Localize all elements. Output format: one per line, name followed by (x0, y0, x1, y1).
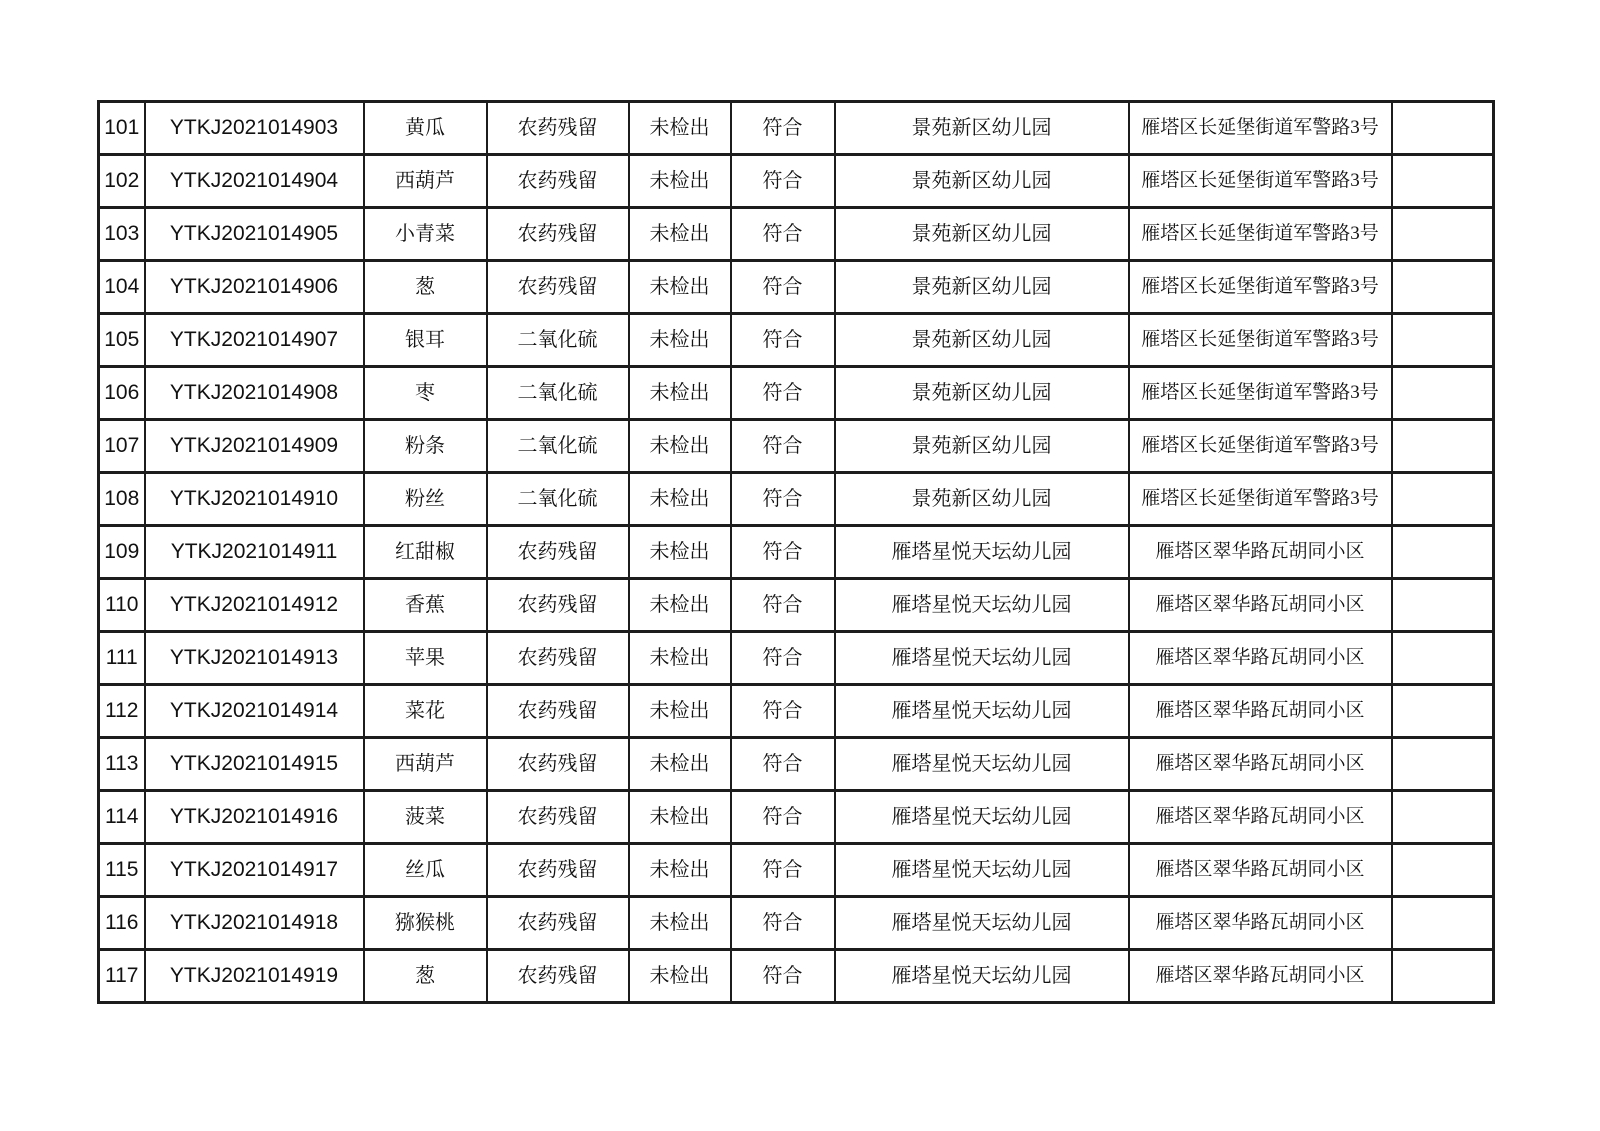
conclusion-cell: 符合 (731, 155, 835, 208)
row-number-cell: 105 (99, 314, 145, 367)
conclusion-cell: 符合 (731, 314, 835, 367)
test-item-cell: 农药残留 (487, 791, 629, 844)
sample-name-cell: 粉丝 (364, 473, 487, 526)
address-text: 雁塔区翠华路瓦胡同小区 (1155, 540, 1365, 562)
table-row (99, 420, 1494, 473)
sample-id-cell: YTKJ2021014910 (145, 473, 364, 526)
conclusion-cell: 符合 (731, 261, 835, 314)
address-cell (1129, 526, 1392, 579)
address-cell (1129, 367, 1392, 420)
remark-cell (1392, 685, 1494, 738)
sample-name-cell: 葱 (364, 261, 487, 314)
remark-cell (1392, 314, 1494, 367)
address-cell (1129, 685, 1392, 738)
sample-id-cell: YTKJ2021014913 (145, 632, 364, 685)
conclusion-cell: 符合 (731, 950, 835, 1003)
sample-name-cell: 小青菜 (364, 208, 487, 261)
inspection-results-table (97, 100, 1495, 1004)
sample-name-cell: 苹果 (364, 632, 487, 685)
address-cell (1129, 102, 1392, 155)
remark-cell (1392, 950, 1494, 1003)
conclusion-cell: 符合 (731, 844, 835, 897)
sample-name-cell: 猕猴桃 (364, 897, 487, 950)
test-result-cell: 未检出 (629, 897, 731, 950)
address-cell (1129, 632, 1392, 685)
sample-name-cell: 粉条 (364, 420, 487, 473)
row-number-cell: 113 (99, 738, 145, 791)
test-result-cell: 未检出 (629, 738, 731, 791)
address-cell (1129, 314, 1392, 367)
row-number-cell: 114 (99, 791, 145, 844)
remark-cell (1392, 791, 1494, 844)
address-text: 雁塔区翠华路瓦胡同小区 (1155, 646, 1365, 668)
remark-cell (1392, 897, 1494, 950)
table-row (99, 844, 1494, 897)
row-number-cell: 103 (99, 208, 145, 261)
sample-id-cell: YTKJ2021014916 (145, 791, 364, 844)
address-text: 雁塔区长延堡街道军警路3号 (1141, 328, 1379, 350)
remark-cell (1392, 632, 1494, 685)
organization-cell: 景苑新区幼儿园 (835, 420, 1129, 473)
conclusion-cell: 符合 (731, 632, 835, 685)
table-row (99, 314, 1494, 367)
organization-cell: 雁塔星悦天坛幼儿园 (835, 897, 1129, 950)
row-number-cell: 116 (99, 897, 145, 950)
row-number-cell: 117 (99, 950, 145, 1003)
address-cell (1129, 791, 1392, 844)
test-result-cell: 未检出 (629, 420, 731, 473)
sample-id-cell: YTKJ2021014907 (145, 314, 364, 367)
organization-cell: 雁塔星悦天坛幼儿园 (835, 685, 1129, 738)
test-item-cell: 农药残留 (487, 738, 629, 791)
test-result-cell: 未检出 (629, 208, 731, 261)
sample-id-cell: YTKJ2021014911 (145, 526, 364, 579)
row-number-cell: 108 (99, 473, 145, 526)
organization-cell: 景苑新区幼儿园 (835, 367, 1129, 420)
test-result-cell: 未检出 (629, 685, 731, 738)
conclusion-cell: 符合 (731, 473, 835, 526)
address-text: 雁塔区长延堡街道军警路3号 (1141, 116, 1379, 138)
remark-cell (1392, 367, 1494, 420)
test-item-cell: 二氧化硫 (487, 314, 629, 367)
organization-cell: 雁塔星悦天坛幼儿园 (835, 738, 1129, 791)
sample-name-cell: 香蕉 (364, 579, 487, 632)
sample-id-cell: YTKJ2021014912 (145, 579, 364, 632)
sample-name-cell: 菜花 (364, 685, 487, 738)
sample-name-cell: 葱 (364, 950, 487, 1003)
sample-name-cell: 丝瓜 (364, 844, 487, 897)
remark-cell (1392, 208, 1494, 261)
test-item-cell: 二氧化硫 (487, 473, 629, 526)
sample-id-cell: YTKJ2021014917 (145, 844, 364, 897)
test-item-cell: 二氧化硫 (487, 420, 629, 473)
conclusion-cell: 符合 (731, 367, 835, 420)
row-number-cell: 110 (99, 579, 145, 632)
inspection-table-wrap (97, 100, 1495, 1004)
conclusion-cell: 符合 (731, 738, 835, 791)
test-result-cell: 未检出 (629, 102, 731, 155)
organization-cell: 雁塔星悦天坛幼儿园 (835, 579, 1129, 632)
test-result-cell: 未检出 (629, 314, 731, 367)
row-number-cell: 102 (99, 155, 145, 208)
sample-id-cell: YTKJ2021014919 (145, 950, 364, 1003)
organization-cell: 雁塔星悦天坛幼儿园 (835, 632, 1129, 685)
sample-name-cell: 枣 (364, 367, 487, 420)
row-number-cell: 112 (99, 685, 145, 738)
table-body (99, 102, 1494, 1003)
organization-cell: 雁塔星悦天坛幼儿园 (835, 844, 1129, 897)
test-item-cell: 农药残留 (487, 261, 629, 314)
conclusion-cell: 符合 (731, 420, 835, 473)
address-text: 雁塔区翠华路瓦胡同小区 (1155, 752, 1365, 774)
test-result-cell: 未检出 (629, 367, 731, 420)
test-result-cell: 未检出 (629, 791, 731, 844)
address-text: 雁塔区长延堡街道军警路3号 (1141, 381, 1379, 403)
test-item-cell: 农药残留 (487, 102, 629, 155)
address-cell (1129, 261, 1392, 314)
table-row (99, 897, 1494, 950)
row-number-cell: 106 (99, 367, 145, 420)
conclusion-cell: 符合 (731, 579, 835, 632)
sample-name-cell: 银耳 (364, 314, 487, 367)
address-cell (1129, 738, 1392, 791)
address-text: 雁塔区长延堡街道军警路3号 (1141, 434, 1379, 456)
conclusion-cell: 符合 (731, 208, 835, 261)
address-text: 雁塔区长延堡街道军警路3号 (1141, 487, 1379, 509)
address-text: 雁塔区长延堡街道军警路3号 (1141, 275, 1379, 297)
table-row (99, 155, 1494, 208)
conclusion-cell: 符合 (731, 526, 835, 579)
test-result-cell: 未检出 (629, 632, 731, 685)
remark-cell (1392, 102, 1494, 155)
table-row (99, 632, 1494, 685)
table-row (99, 367, 1494, 420)
test-item-cell: 农药残留 (487, 844, 629, 897)
address-text: 雁塔区长延堡街道军警路3号 (1141, 169, 1379, 191)
sample-name-cell: 红甜椒 (364, 526, 487, 579)
organization-cell: 景苑新区幼儿园 (835, 208, 1129, 261)
sample-id-cell: YTKJ2021014906 (145, 261, 364, 314)
organization-cell: 景苑新区幼儿园 (835, 473, 1129, 526)
test-item-cell: 农药残留 (487, 526, 629, 579)
sample-id-cell: YTKJ2021014904 (145, 155, 364, 208)
sample-name-cell: 西葫芦 (364, 155, 487, 208)
organization-cell: 景苑新区幼儿园 (835, 155, 1129, 208)
remark-cell (1392, 473, 1494, 526)
organization-cell: 雁塔星悦天坛幼儿园 (835, 950, 1129, 1003)
table-row (99, 950, 1494, 1003)
test-result-cell: 未检出 (629, 579, 731, 632)
address-text: 雁塔区长延堡街道军警路3号 (1141, 222, 1379, 244)
sample-id-cell: YTKJ2021014915 (145, 738, 364, 791)
row-number-cell: 115 (99, 844, 145, 897)
organization-cell: 雁塔星悦天坛幼儿园 (835, 526, 1129, 579)
remark-cell (1392, 261, 1494, 314)
table-row (99, 526, 1494, 579)
conclusion-cell: 符合 (731, 897, 835, 950)
conclusion-cell: 符合 (731, 791, 835, 844)
address-text: 雁塔区翠华路瓦胡同小区 (1155, 805, 1365, 827)
test-result-cell: 未检出 (629, 950, 731, 1003)
sample-id-cell: YTKJ2021014908 (145, 367, 364, 420)
table-row (99, 579, 1494, 632)
test-item-cell: 农药残留 (487, 632, 629, 685)
test-result-cell: 未检出 (629, 526, 731, 579)
row-number-cell: 107 (99, 420, 145, 473)
remark-cell (1392, 420, 1494, 473)
table-row (99, 208, 1494, 261)
remark-cell (1392, 738, 1494, 791)
test-item-cell: 农药残留 (487, 897, 629, 950)
test-item-cell: 农药残留 (487, 155, 629, 208)
row-number-cell: 104 (99, 261, 145, 314)
address-cell (1129, 897, 1392, 950)
organization-cell: 景苑新区幼儿园 (835, 314, 1129, 367)
address-cell (1129, 420, 1392, 473)
sample-id-cell: YTKJ2021014914 (145, 685, 364, 738)
address-text: 雁塔区翠华路瓦胡同小区 (1155, 964, 1365, 986)
address-cell (1129, 473, 1392, 526)
remark-cell (1392, 844, 1494, 897)
sample-id-cell: YTKJ2021014903 (145, 102, 364, 155)
sample-id-cell: YTKJ2021014905 (145, 208, 364, 261)
sample-name-cell: 黄瓜 (364, 102, 487, 155)
address-text: 雁塔区翠华路瓦胡同小区 (1155, 699, 1365, 721)
sample-name-cell: 菠菜 (364, 791, 487, 844)
address-cell (1129, 579, 1392, 632)
organization-cell: 景苑新区幼儿园 (835, 261, 1129, 314)
table-row (99, 685, 1494, 738)
address-cell (1129, 155, 1392, 208)
test-result-cell: 未检出 (629, 261, 731, 314)
address-text: 雁塔区翠华路瓦胡同小区 (1155, 858, 1365, 880)
row-number-cell: 109 (99, 526, 145, 579)
sample-id-cell: YTKJ2021014918 (145, 897, 364, 950)
organization-cell: 景苑新区幼儿园 (835, 102, 1129, 155)
test-item-cell: 农药残留 (487, 685, 629, 738)
sample-id-cell: YTKJ2021014909 (145, 420, 364, 473)
test-item-cell: 农药残留 (487, 950, 629, 1003)
conclusion-cell: 符合 (731, 685, 835, 738)
table-row (99, 791, 1494, 844)
table-row (99, 473, 1494, 526)
address-cell (1129, 844, 1392, 897)
row-number-cell: 101 (99, 102, 145, 155)
test-item-cell: 二氧化硫 (487, 367, 629, 420)
test-item-cell: 农药残留 (487, 208, 629, 261)
test-result-cell: 未检出 (629, 844, 731, 897)
organization-cell: 雁塔星悦天坛幼儿园 (835, 791, 1129, 844)
conclusion-cell: 符合 (731, 102, 835, 155)
table-row (99, 738, 1494, 791)
row-number-cell: 111 (99, 632, 145, 685)
remark-cell (1392, 526, 1494, 579)
remark-cell (1392, 155, 1494, 208)
address-cell (1129, 950, 1392, 1003)
address-cell (1129, 208, 1392, 261)
sample-name-cell: 西葫芦 (364, 738, 487, 791)
address-text: 雁塔区翠华路瓦胡同小区 (1155, 593, 1365, 615)
remark-cell (1392, 579, 1494, 632)
test-item-cell: 农药残留 (487, 579, 629, 632)
test-result-cell: 未检出 (629, 155, 731, 208)
table-row (99, 261, 1494, 314)
address-text: 雁塔区翠华路瓦胡同小区 (1155, 911, 1365, 933)
table-row (99, 102, 1494, 155)
test-result-cell: 未检出 (629, 473, 731, 526)
